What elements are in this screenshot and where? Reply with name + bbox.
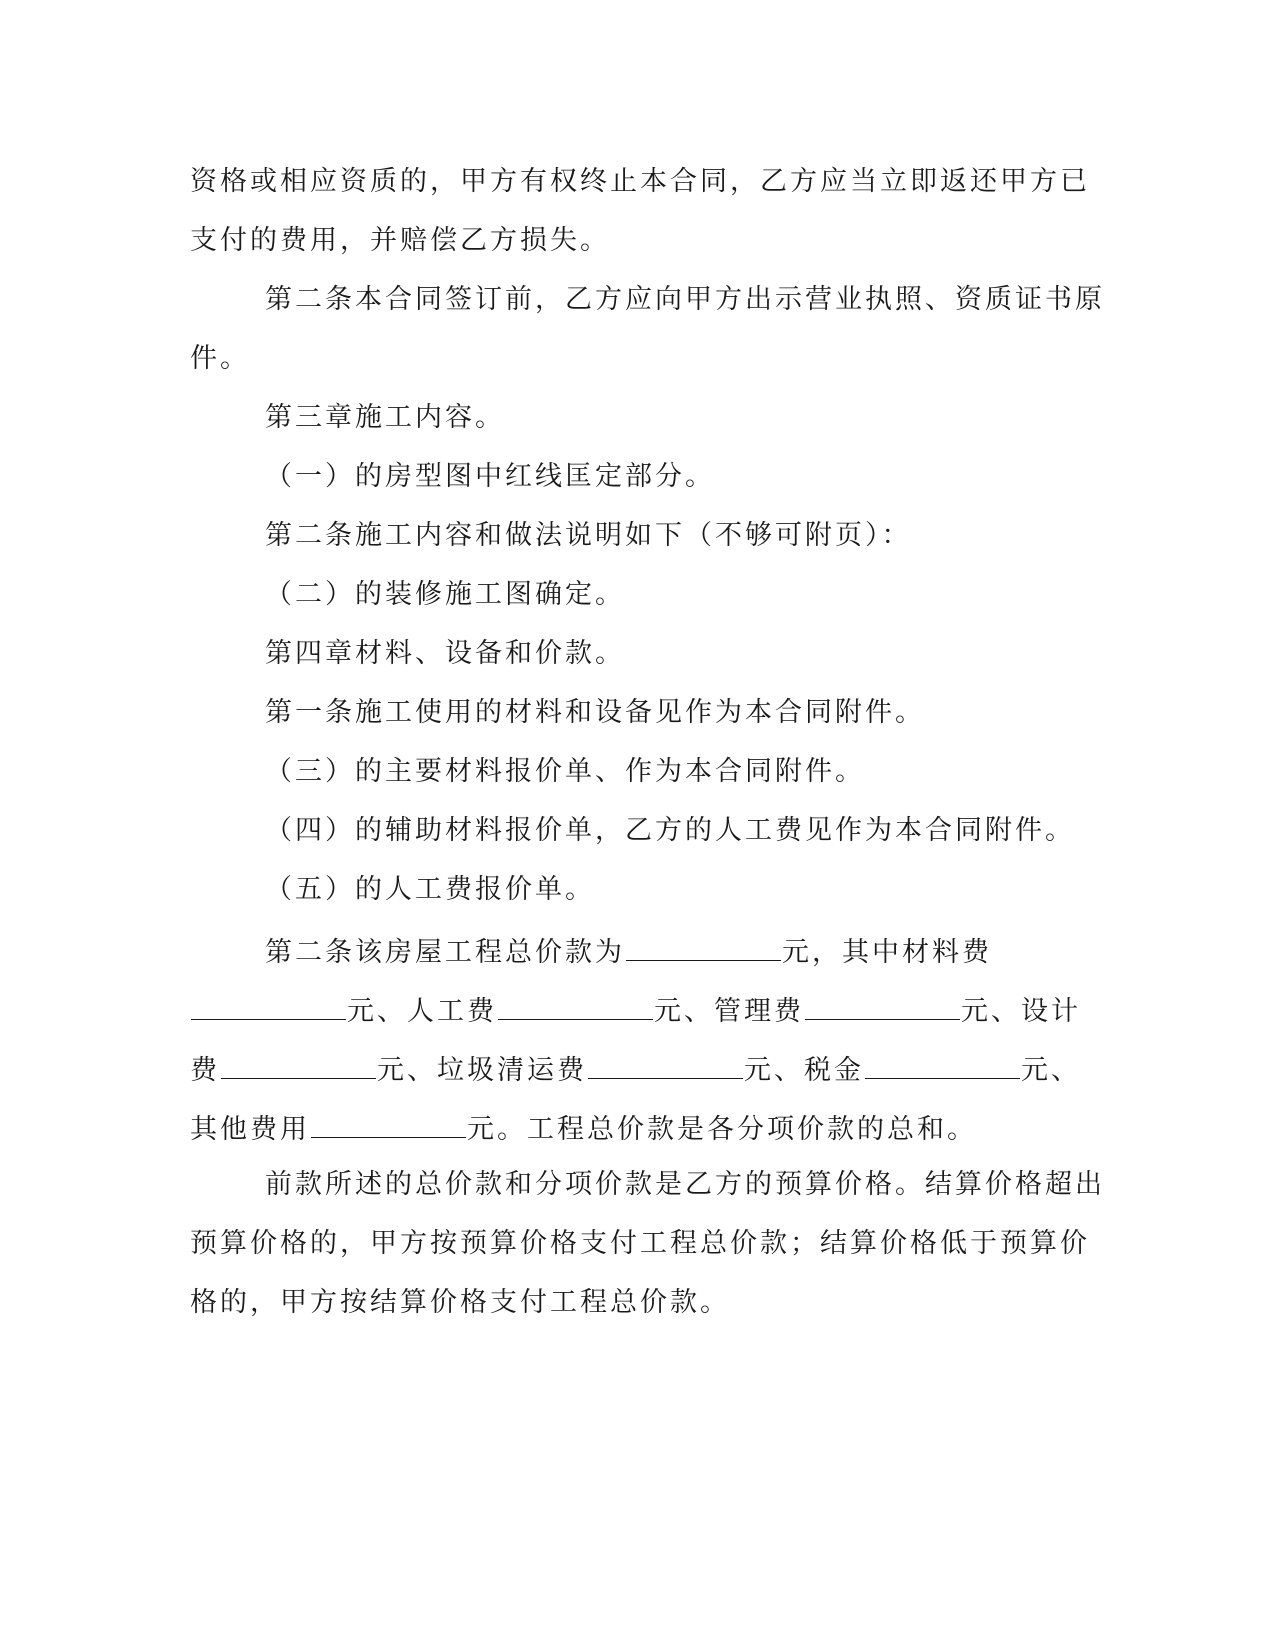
text-line: 第二条本合同签订前，乙方应向甲方出示营业执照、资质证书原 xyxy=(265,284,1105,315)
fill-blank-tax[interactable] xyxy=(865,1050,1020,1079)
list-item: （一）的房型图中红线匡定部分。 xyxy=(265,461,715,492)
fill-blank-other[interactable] xyxy=(311,1109,466,1138)
text-line: 格的，甲方按结算价格支付工程总价款。 xyxy=(190,1287,730,1318)
price-text: 元、垃圾清运费 xyxy=(377,1055,587,1086)
text-line: 资格或相应资质的，甲方有权终止本合同，乙方应当立即返还甲方已 xyxy=(190,166,1090,197)
chapter-heading: 第三章施工内容。 xyxy=(265,402,505,433)
text-line: 第一条施工使用的材料和设备见作为本合同附件。 xyxy=(265,697,925,728)
list-item: （四）的辅助材料报价单，乙方的人工费见作为本合同附件。 xyxy=(265,815,1075,846)
price-text: 元。工程总价款是各分项价款的总和。 xyxy=(467,1114,977,1145)
fill-blank-material[interactable] xyxy=(191,991,346,1020)
list-item: （二）的装修施工图确定。 xyxy=(265,579,625,610)
price-clause-line-4 xyxy=(190,1109,977,1143)
price-text: 第二条该房屋工程总价款为 xyxy=(265,937,625,968)
fill-blank-waste[interactable] xyxy=(588,1050,743,1079)
fill-blank-management[interactable] xyxy=(805,991,960,1020)
price-text: 元、税金 xyxy=(744,1055,864,1086)
text-line: 件。 xyxy=(190,343,250,374)
text-line: 第二条施工内容和做法说明如下（不够可附页）： xyxy=(265,520,912,551)
price-text: 元、人工费 xyxy=(347,996,497,1027)
text-line: 预算价格的，甲方按预算价格支付工程总价款；结算价格低于预算价 xyxy=(190,1228,1090,1259)
text-line: 支付的费用，并赔偿乙方损失。 xyxy=(190,225,610,256)
price-clause-line-1 xyxy=(265,932,992,966)
list-item: （三）的主要材料报价单、作为本合同附件。 xyxy=(265,756,865,787)
price-clause-line-3 xyxy=(190,1050,1081,1084)
fill-blank-labor[interactable] xyxy=(498,991,653,1020)
price-text: 元、 xyxy=(1021,1055,1081,1086)
text-line: 前款所述的总价款和分项价款是乙方的预算价格。结算价格超出 xyxy=(265,1169,1105,1200)
price-text: 元、管理费 xyxy=(654,996,804,1027)
fill-blank-design[interactable] xyxy=(221,1050,376,1079)
price-text: 其他费用 xyxy=(190,1114,310,1145)
fill-blank-total[interactable] xyxy=(626,932,781,961)
price-text: 元、设计 xyxy=(961,996,1081,1027)
list-item: （五）的人工费报价单。 xyxy=(265,874,595,905)
price-clause-line-2 xyxy=(190,991,1081,1025)
price-text: 元，其中材料费 xyxy=(782,937,992,968)
price-text: 费 xyxy=(190,1055,220,1086)
chapter-heading: 第四章材料、设备和价款。 xyxy=(265,638,625,669)
